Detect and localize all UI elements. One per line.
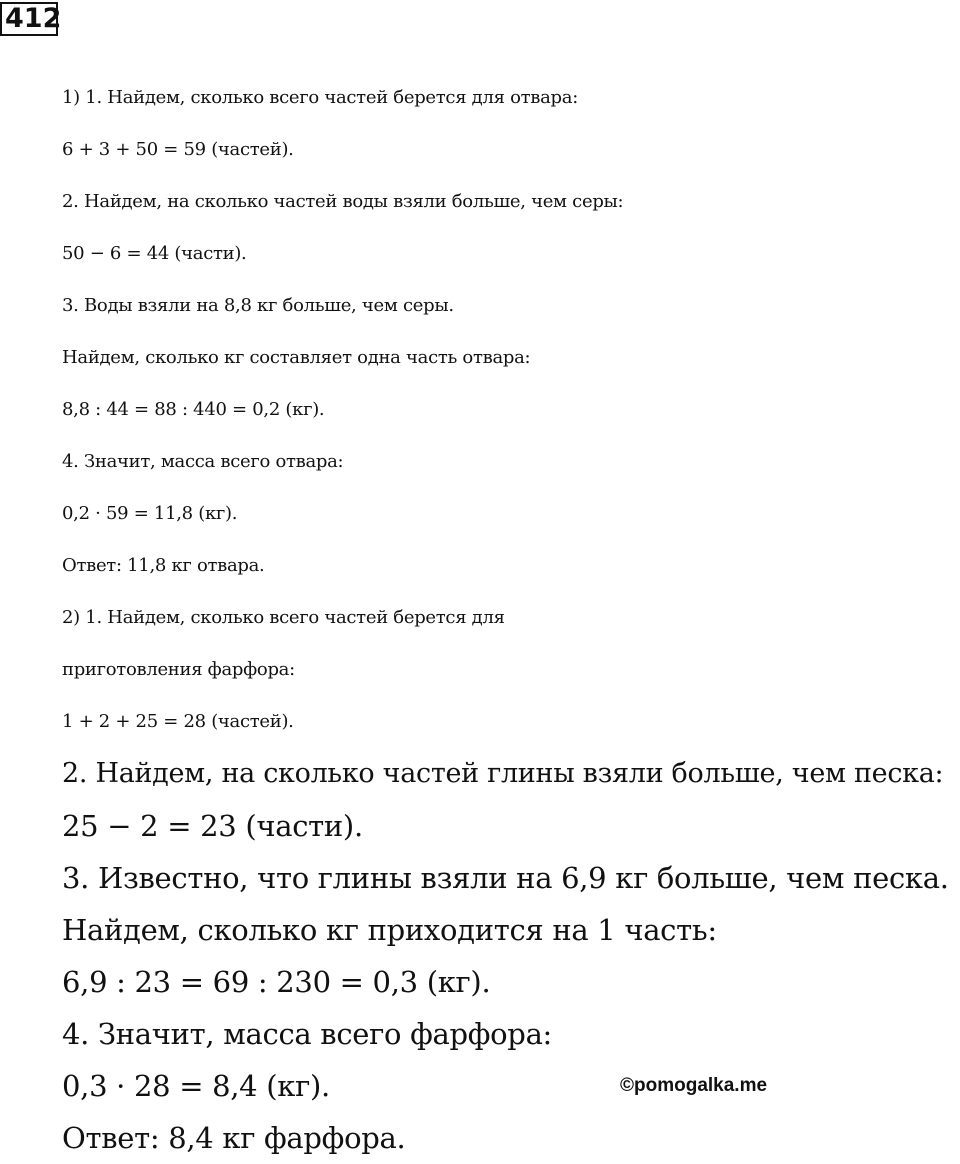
solution-line: 2) 1. Найдем, сколько всего частей берется для [62,607,505,628]
solution-line: 1) 1. Найдем, сколько всего частей берется для отвара: [62,87,578,108]
solution-line: 1 + 2 + 25 = 28 (частей). [62,711,294,732]
solution-line: 8,8 : 44 = 88 : 440 = 0,2 (кг). [62,399,325,420]
answer-line: Ответ: 8,4 кг фарфора. [62,1121,406,1155]
solution-line: 4. Значит, масса всего отвара: [62,451,344,472]
solution-text [62,72,949,1164]
solution-line: Найдем, сколько кг составляет одна часть отвара: [62,347,531,368]
solution-line: 3. Воды взяли на 8,8 кг больше, чем серы. [62,295,454,316]
solution-line: 0,3 · 28 = 8,4 (кг). [62,1069,330,1103]
solution-line: Найдем, сколько кг приходится на 1 часть: [62,913,717,947]
solution-line: 2. Найдем, на сколько частей воды взяли больше, чем серы: [62,191,624,212]
solution-line: 6 + 3 + 50 = 59 (частей). [62,139,294,160]
watermark: ©pomogalka.me [620,1075,768,1096]
solution-line: 4. Значит, масса всего фарфора: [62,1017,553,1051]
answer-line: Ответ: 11,8 кг отвара. [62,555,265,576]
task-number-box: 412 [0,2,58,36]
solution-line: 0,2 · 59 = 11,8 (кг). [62,503,238,524]
solution-line: 6,9 : 23 = 69 : 230 = 0,3 (кг). [62,965,491,999]
solution-line: 25 − 2 = 23 (части). [62,809,363,843]
solution-line: 50 − 6 = 44 (части). [62,243,247,264]
solution-line: 3. Известно, что глины взяли на 6,9 кг больше, чем песка. [62,861,949,895]
solution-line: приготовления фарфора: [62,659,295,680]
solution-line: 2. Найдем, на сколько частей глины взяли больше, чем песка: [62,758,944,789]
